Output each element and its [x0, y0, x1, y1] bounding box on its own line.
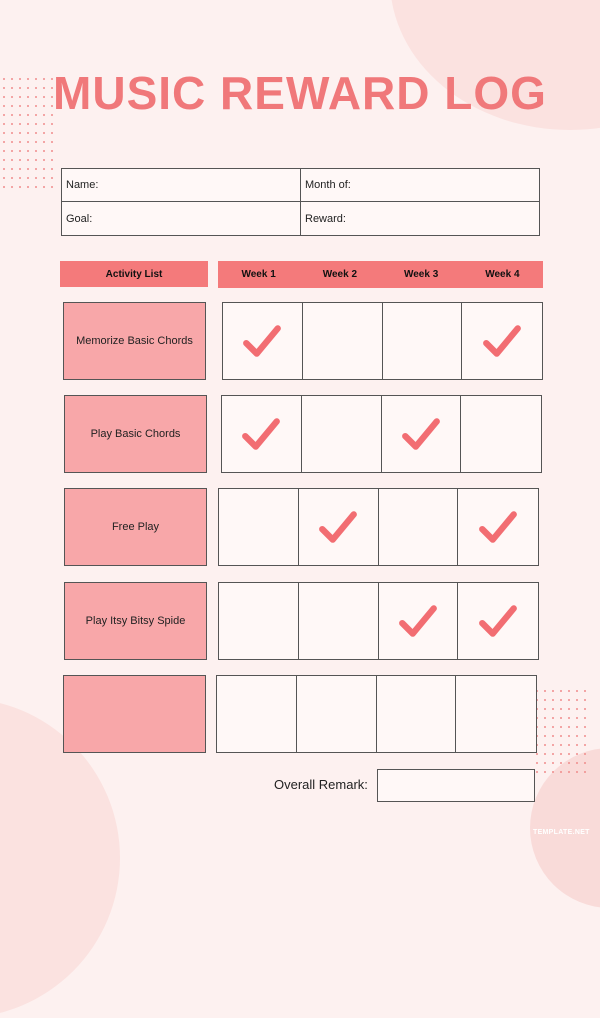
- decor-dot: [3, 123, 5, 125]
- decor-dot: [552, 744, 554, 746]
- decor-dot: [560, 753, 562, 755]
- decor-dot: [552, 753, 554, 755]
- week-row: [221, 395, 542, 473]
- week-cell[interactable]: [219, 489, 299, 565]
- decor-dot: [552, 690, 554, 692]
- decor-dot: [19, 168, 21, 170]
- decor-dot: [11, 177, 13, 179]
- decor-dot: [43, 123, 45, 125]
- decor-dot: [27, 159, 29, 161]
- decor-dot: [544, 753, 546, 755]
- decor-dot: [51, 150, 53, 152]
- decor-dot: [576, 762, 578, 764]
- week-cell[interactable]: [462, 303, 542, 379]
- decor-dot: [576, 708, 578, 710]
- week-cell[interactable]: [461, 396, 541, 472]
- decor-dot: [51, 141, 53, 143]
- decor-dot: [584, 753, 586, 755]
- decor-dot: [544, 708, 546, 710]
- decor-dot: [584, 762, 586, 764]
- week-row: [216, 675, 537, 753]
- decor-dot: [19, 150, 21, 152]
- decor-dot: [35, 186, 37, 188]
- decor-dot: [11, 159, 13, 161]
- decor-dot: [51, 168, 53, 170]
- week-cell[interactable]: [303, 303, 383, 379]
- decor-dot: [51, 123, 53, 125]
- week-header: Week 3: [403, 269, 439, 280]
- week-cell[interactable]: [217, 676, 297, 752]
- decor-dot: [51, 186, 53, 188]
- decor-dot: [576, 771, 578, 773]
- decor-dot: [584, 690, 586, 692]
- brand-watermark: TEMPLATE.NET: [533, 829, 590, 836]
- decor-dot: [35, 132, 37, 134]
- decor-dot: [19, 132, 21, 134]
- week-cell[interactable]: [377, 676, 457, 752]
- decor-dot: [11, 123, 13, 125]
- decor-dot: [560, 690, 562, 692]
- activity-cell[interactable]: Play Itsy Bitsy Spide: [64, 582, 207, 660]
- month-field[interactable]: Month of:: [301, 169, 539, 202]
- decor-dot: [35, 159, 37, 161]
- week-cell[interactable]: [383, 303, 463, 379]
- overall-remark-label: Overall Remark:: [274, 777, 368, 792]
- week-cell[interactable]: [379, 583, 459, 659]
- week-header: Week 2: [322, 269, 358, 280]
- week-row: [222, 302, 543, 380]
- decor-dot: [560, 771, 562, 773]
- decor-dot: [552, 726, 554, 728]
- reward-field[interactable]: Reward:: [305, 212, 346, 225]
- decor-dot: [560, 699, 562, 701]
- decor-dot: [560, 762, 562, 764]
- decor-dot: [19, 159, 21, 161]
- decor-dot: [552, 717, 554, 719]
- decor-dot: [11, 132, 13, 134]
- weeks-header: [218, 261, 543, 288]
- decor-dot: [544, 744, 546, 746]
- activity-cell[interactable]: Memorize Basic Chords: [63, 302, 206, 380]
- week-header: Week 4: [485, 269, 520, 280]
- decor-dot: [35, 150, 37, 152]
- decor-dot: [27, 123, 29, 125]
- activity-cell[interactable]: Play Basic Chords: [64, 395, 207, 473]
- decor-dot: [568, 771, 570, 773]
- name-field[interactable]: Name:: [62, 169, 301, 202]
- decor-dot: [568, 753, 570, 755]
- decor-dot: [568, 717, 570, 719]
- week-row: [218, 582, 539, 660]
- decor-dot: [536, 762, 538, 764]
- decor-dot: [35, 141, 37, 143]
- activity-cell[interactable]: Free Play: [64, 488, 207, 566]
- decor-dot: [576, 726, 578, 728]
- decor-dot: [19, 186, 21, 188]
- decor-dot: [3, 168, 5, 170]
- decor-dot: [51, 132, 53, 134]
- goal-field[interactable]: Goal:: [62, 202, 301, 235]
- decor-dot: [584, 735, 586, 737]
- decor-dot: [3, 132, 5, 134]
- decor-dot: [568, 726, 570, 728]
- week-cell[interactable]: [297, 676, 377, 752]
- decor-dot: [560, 735, 562, 737]
- decor-dot: [560, 744, 562, 746]
- decor-dot: [27, 150, 29, 152]
- info-table: [61, 168, 540, 236]
- decor-dot: [27, 186, 29, 188]
- decor-dot: [35, 177, 37, 179]
- decor-dot: [544, 699, 546, 701]
- decor-dot: [576, 744, 578, 746]
- decor-dot: [3, 177, 5, 179]
- decor-dot: [11, 141, 13, 143]
- decor-dot: [35, 123, 37, 125]
- week-cell[interactable]: [223, 303, 303, 379]
- decor-dot: [552, 699, 554, 701]
- decor-dot: [576, 690, 578, 692]
- decor-dot: [552, 708, 554, 710]
- week-cell[interactable]: [382, 396, 462, 472]
- activity-cell[interactable]: [63, 675, 206, 753]
- decor-dot: [51, 177, 53, 179]
- decor-dot: [27, 168, 29, 170]
- decor-dot: [19, 177, 21, 179]
- decor-dot: [27, 141, 29, 143]
- decor-dot: [43, 159, 45, 161]
- decor-dot: [35, 168, 37, 170]
- decor-dot: [43, 150, 45, 152]
- decor-dot: [43, 186, 45, 188]
- decor-dot: [544, 771, 546, 773]
- decor-dot: [51, 159, 53, 161]
- decor-dot: [584, 771, 586, 773]
- decor-dot: [11, 168, 13, 170]
- decor-dot: [584, 726, 586, 728]
- decor-dot: [19, 123, 21, 125]
- decor-dot: [11, 186, 13, 188]
- decor-dot: [43, 132, 45, 134]
- decor-dot: [27, 177, 29, 179]
- week-cell[interactable]: [299, 583, 379, 659]
- decor-dot: [568, 744, 570, 746]
- decor-dot: [544, 735, 546, 737]
- decor-dot: [544, 690, 546, 692]
- activity-list-header: Activity List: [60, 261, 208, 287]
- decor-dot: [568, 708, 570, 710]
- decor-dot: [11, 150, 13, 152]
- week-cell[interactable]: [222, 396, 302, 472]
- week-cell[interactable]: [379, 489, 459, 565]
- decor-dot: [576, 699, 578, 701]
- decor-dot: [27, 132, 29, 134]
- week-row: [218, 488, 539, 566]
- decor-dot: [576, 753, 578, 755]
- decor-dot-grid: [536, 690, 592, 780]
- decor-dot: [568, 762, 570, 764]
- week-cell[interactable]: [456, 676, 536, 752]
- week-cell[interactable]: [302, 396, 382, 472]
- decor-dot: [3, 186, 5, 188]
- decor-dot: [568, 699, 570, 701]
- decor-dot: [552, 735, 554, 737]
- week-cell[interactable]: [219, 583, 299, 659]
- decor-dot: [43, 168, 45, 170]
- decor-dot: [3, 150, 5, 152]
- decor-dot: [536, 771, 538, 773]
- decor-dot: [584, 699, 586, 701]
- decor-dot: [544, 726, 546, 728]
- decor-dot: [584, 744, 586, 746]
- decor-dot: [568, 735, 570, 737]
- decor-dot: [552, 762, 554, 764]
- decor-dot: [576, 717, 578, 719]
- decor-dot: [568, 690, 570, 692]
- decor-dot: [584, 708, 586, 710]
- decor-dot: [43, 141, 45, 143]
- week-cell[interactable]: [299, 489, 379, 565]
- decor-dot: [43, 177, 45, 179]
- page-title: MUSIC REWARD LOG: [53, 67, 547, 119]
- decor-dot: [584, 717, 586, 719]
- decor-dot: [3, 159, 5, 161]
- decor-dot: [560, 726, 562, 728]
- overall-remark-field[interactable]: [377, 769, 535, 802]
- decor-dot: [3, 141, 5, 143]
- week-cell[interactable]: [458, 583, 538, 659]
- decor-dot: [19, 141, 21, 143]
- decor-dot: [552, 771, 554, 773]
- week-header: Week 1: [241, 269, 276, 280]
- decor-dot: [560, 708, 562, 710]
- week-cell[interactable]: [458, 489, 538, 565]
- decor-dot: [544, 762, 546, 764]
- decor-dot: [576, 735, 578, 737]
- decor-dot: [544, 717, 546, 719]
- decor-dot: [536, 753, 538, 755]
- decor-dot: [560, 717, 562, 719]
